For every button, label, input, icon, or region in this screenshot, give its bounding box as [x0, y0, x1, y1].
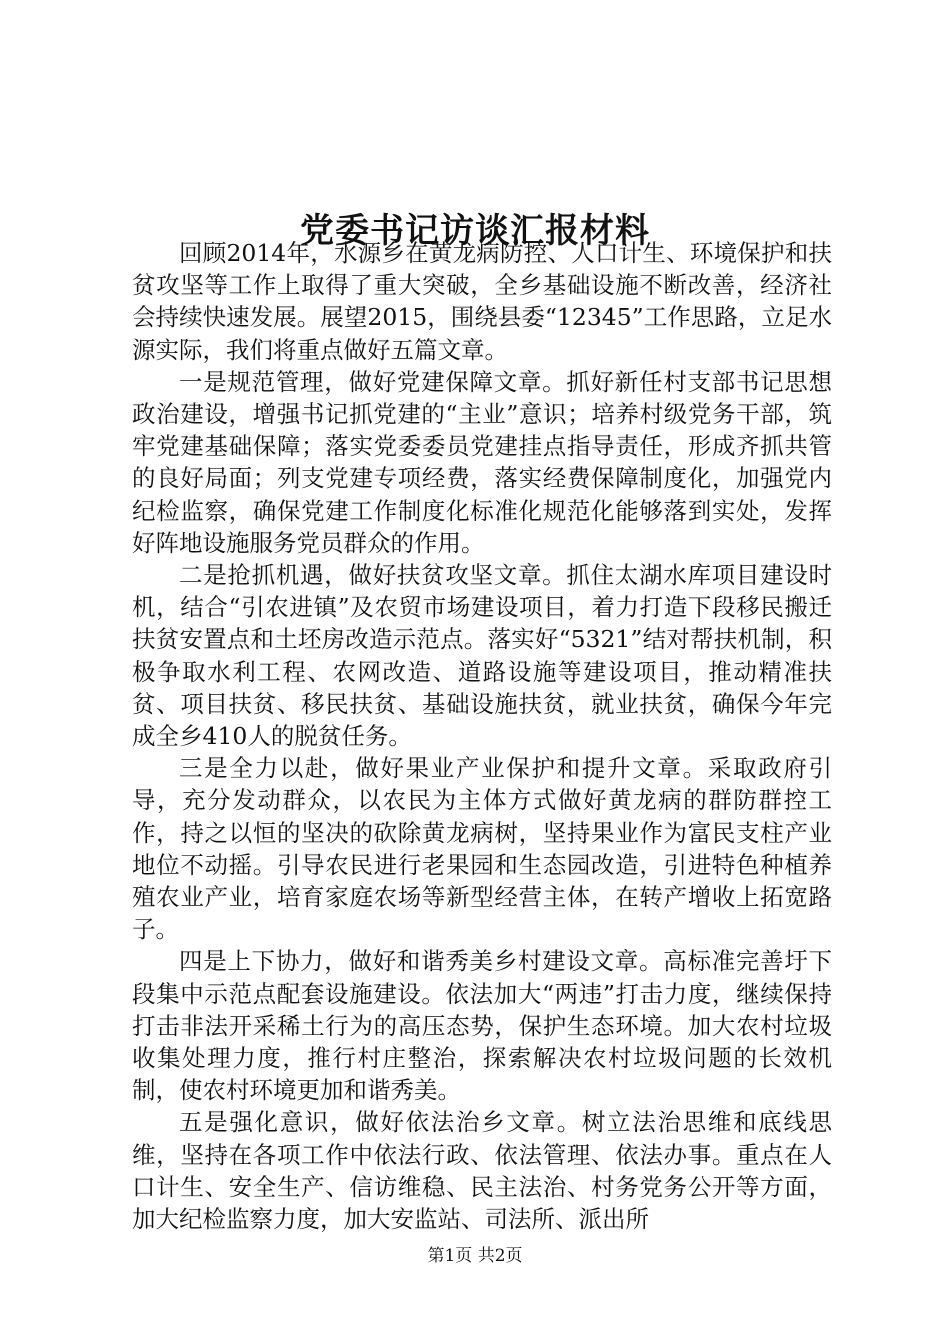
document-body: [132, 237, 832, 1235]
paragraph-fruit-industry: 三是全力以赴，做好果业产业保护和提升文章。采取政府引导，充分发动群众，以农民为主体方式做好黄龙病的群防群控工作，持之以恒的坚决的砍除黄龙病树，坚持果业作为富民支柱产业地位不动摇。引导农民进行老果园和生态园改造，引进特色种植养殖农业产业，培育家庭农场等新型经营主体，在转产增收上拓宽路子。: [132, 754, 832, 944]
page-footer: 第1页 共2页: [427, 1246, 523, 1266]
paragraph-party-building: 一是规范管理，做好党建保障文章。抓好新任村支部书记思想政治建设，增强书记抓党建的“主业”意识；培养村级党务干部，筑牢党建基础保障；落实党委委员党建挂点指导责任，形成齐抓共管的良好局面；列支党建专项经费，落实经费保障制度化，加强党内纪检监察，确保党建工作制度化标准化规范化能够落到实处，发挥好阵地设施服务党员群众的作用。: [132, 367, 832, 557]
paragraph-village-construction: 四是上下协力，做好和谐秀美乡村建设文章。高标准完善圩下段集中示范点配套设施建设。依法加大“两违”打击力度，继续保持打击非法开采稀土行为的高压态势，保护生态环境。加大农村垃圾收集处理力度，推行村庄整治，探索解决农村垃圾问题的长效机制，使农村环境更加和谐秀美。: [132, 947, 832, 1105]
paragraph-poverty-alleviation: 二是抢抓机遇，做好扶贫攻坚文章。抓住太湖水库项目建设时机，结合“引农进镇”及农贸市场建设项目，着力打造下段移民搬迁扶贫安置点和土坯房改造示范点。落实好“5321”结对帮扶机制，积极争取水利工程、农网改造、道路设施等建设项目，推动精准扶贫、项目扶贫、移民扶贫、基础设施扶贫，就业扶贫，确保今年完成全乡410人的脱贫任务。: [132, 561, 832, 751]
document-title: 党委书记访谈汇报材料: [300, 210, 650, 251]
paragraph-rule-of-law: 五是强化意识，做好依法治乡文章。树立法治思维和底线思维，坚持在各项工作中依法行政、依法管理、依法办事。重点在人口计生、安全生产、信访维稳、民主法治、村务党务公开等方面，加大纪检监察力度，加大安监站、司法所、派出所: [132, 1108, 832, 1234]
paragraph-intro: 回顾2014年，水源乡在黄龙病防控、人口计生、环境保护和扶贫攻坚等工作上取得了重大突破，全乡基础设施不断改善，经济社会持续快速发展。展望2015，围绕县委“12345”工作思路，立足水源实际，我们将重点做好五篇文章。: [132, 239, 832, 364]
